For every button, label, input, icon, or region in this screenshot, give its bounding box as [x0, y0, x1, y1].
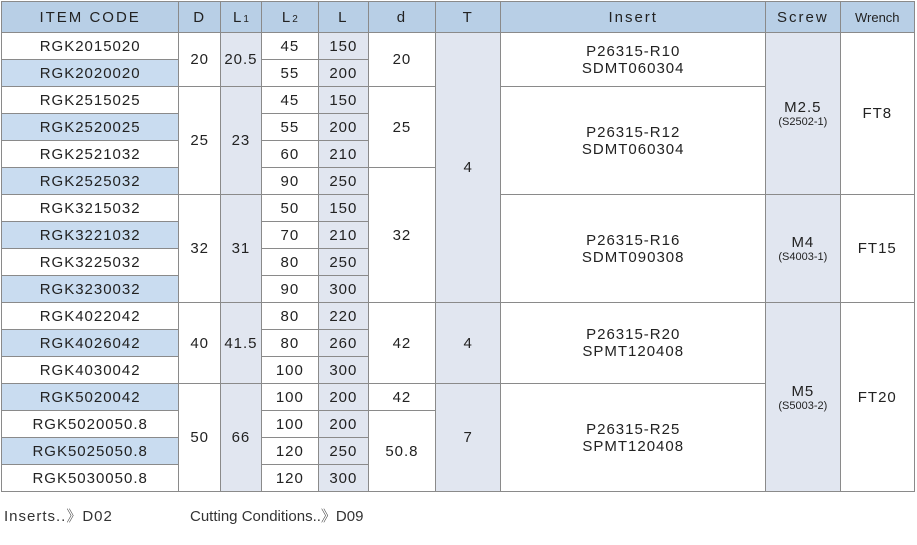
l2-cell: 45 [261, 87, 318, 114]
l2-cell: 80 [261, 330, 318, 357]
item-code-cell: RGK2520025 [2, 114, 179, 141]
header-item-code: ITEM CODE [2, 2, 179, 33]
d-cell: 20 [179, 33, 221, 87]
l2-cell: 90 [261, 276, 318, 303]
l2-cell: 55 [261, 60, 318, 87]
item-code-cell: RGK5020042 [2, 384, 179, 411]
item-code-cell: RGK3225032 [2, 249, 179, 276]
d-cell: 40 [179, 303, 221, 384]
l-cell: 300 [318, 465, 368, 492]
insert-cell [501, 384, 766, 492]
l-cell: 260 [318, 330, 368, 357]
l-cell: 210 [318, 222, 368, 249]
screw-cell [766, 33, 840, 195]
header-l1-sub: 1 [243, 13, 249, 25]
item-code-cell: RGK4022042 [2, 303, 179, 330]
item-code-cell: RGK3221032 [2, 222, 179, 249]
inserts-reference-link[interactable]: Inserts..》D02 [4, 508, 113, 525]
insert-line2: SPMT120408 [582, 343, 685, 360]
header-l2-main: L [281, 8, 293, 26]
header-l: L [318, 2, 368, 33]
l-cell: 250 [318, 438, 368, 465]
screw-size: M4 [791, 234, 815, 251]
l2-cell: 50 [261, 195, 318, 222]
l-cell: 200 [318, 384, 368, 411]
l1-cell: 20.5 [221, 33, 262, 87]
screw-code: (S4003-1) [778, 251, 828, 263]
small-d-cell: 32 [368, 168, 435, 303]
header-d-big: D [179, 2, 221, 33]
screw-cell [766, 195, 840, 303]
l2-cell: 80 [261, 303, 318, 330]
insert-cell [501, 33, 766, 87]
d-cell: 50 [179, 384, 221, 492]
insert-line1: P26315-R20 [586, 326, 681, 343]
l2-cell: 100 [261, 384, 318, 411]
header-wrench: Wrench [840, 2, 914, 33]
insert-line2: SPMT120408 [582, 437, 685, 455]
small-d-cell: 50.8 [368, 411, 435, 492]
small-d-cell: 42 [368, 384, 435, 411]
header-insert: Insert [501, 2, 766, 33]
item-code-cell: RGK2020020 [2, 60, 179, 87]
l-cell: 250 [318, 249, 368, 276]
l2-cell: 120 [261, 438, 318, 465]
header-l2-sub: 2 [292, 13, 298, 25]
insert-cell [501, 195, 766, 303]
screw-size: M5 [791, 382, 815, 400]
l1-cell: 66 [221, 384, 262, 492]
screw-size: M2.5 [784, 99, 822, 116]
t-cell: 4 [436, 303, 501, 384]
item-code-cell: RGK3215032 [2, 195, 179, 222]
screw-code: (S5003-2) [778, 399, 828, 412]
l-cell: 220 [318, 303, 368, 330]
wrench-cell: FT20 [840, 303, 914, 492]
insert-line2: SDMT090308 [581, 248, 685, 266]
item-code-cell: RGK2515025 [2, 87, 179, 114]
item-code-cell: RGK4026042 [2, 330, 179, 357]
l-cell: 150 [318, 195, 368, 222]
wrench-cell: FT8 [840, 33, 914, 195]
insert-cell [501, 87, 766, 195]
header-l1-main: L [232, 8, 244, 26]
table-row [2, 33, 915, 60]
table-row [2, 303, 915, 330]
insert-line1: P26315-R10 [586, 42, 681, 60]
header-row [2, 2, 915, 33]
item-code-cell: RGK2015020 [2, 33, 179, 60]
l-cell: 300 [318, 276, 368, 303]
screw-code: (S2502-1) [778, 116, 828, 128]
t-cell: 4 [436, 33, 501, 303]
l2-cell: 100 [261, 411, 318, 438]
item-code-cell: RGK2521032 [2, 141, 179, 168]
small-d-cell: 20 [368, 33, 435, 87]
item-code-cell: RGK5030050.8 [2, 465, 179, 492]
l-cell: 300 [318, 357, 368, 384]
l-cell: 200 [318, 114, 368, 141]
l-cell: 150 [318, 87, 368, 114]
header-l1 [221, 2, 262, 33]
l-cell: 200 [318, 411, 368, 438]
header-screw: Screw [766, 2, 840, 33]
l-cell: 210 [318, 141, 368, 168]
l2-cell: 55 [261, 114, 318, 141]
small-d-cell: 42 [368, 303, 435, 384]
item-code-cell: RGK4030042 [2, 357, 179, 384]
l2-cell: 100 [261, 357, 318, 384]
insert-line1: P26315-R25 [586, 420, 681, 438]
header-t: T [436, 2, 501, 33]
l-cell: 200 [318, 60, 368, 87]
l2-cell: 70 [261, 222, 318, 249]
d-cell: 32 [179, 195, 221, 303]
small-d-cell: 25 [368, 87, 435, 168]
l2-cell: 90 [261, 168, 318, 195]
insert-line1: P26315-R12 [586, 123, 681, 141]
item-code-cell: RGK5020050.8 [2, 411, 179, 438]
l1-cell: 23 [221, 87, 262, 195]
l-cell: 250 [318, 168, 368, 195]
item-code-cell: RGK5025050.8 [2, 438, 179, 465]
t-cell: 7 [436, 384, 501, 492]
l1-cell: 31 [221, 195, 262, 303]
item-code-cell: RGK2525032 [2, 168, 179, 195]
wrench-cell: FT15 [840, 195, 914, 303]
cutting-conditions-reference-link[interactable]: Cutting Conditions..》D09 [190, 508, 364, 525]
insert-line2: SDMT060304 [581, 59, 685, 77]
l-cell: 150 [318, 33, 368, 60]
insert-cell [501, 303, 766, 384]
l1-cell: 41.5 [221, 303, 262, 384]
insert-line1: P26315-R16 [586, 231, 681, 249]
screw-cell [766, 303, 840, 492]
l2-cell: 45 [261, 33, 318, 60]
tool-spec-table [1, 1, 915, 492]
l2-cell: 80 [261, 249, 318, 276]
item-code-cell: RGK3230032 [2, 276, 179, 303]
d-cell: 25 [179, 87, 221, 195]
header-d-small: d [368, 2, 435, 33]
header-l2 [261, 2, 318, 33]
insert-line2: SDMT060304 [581, 140, 685, 158]
l2-cell: 120 [261, 465, 318, 492]
l2-cell: 60 [261, 141, 318, 168]
